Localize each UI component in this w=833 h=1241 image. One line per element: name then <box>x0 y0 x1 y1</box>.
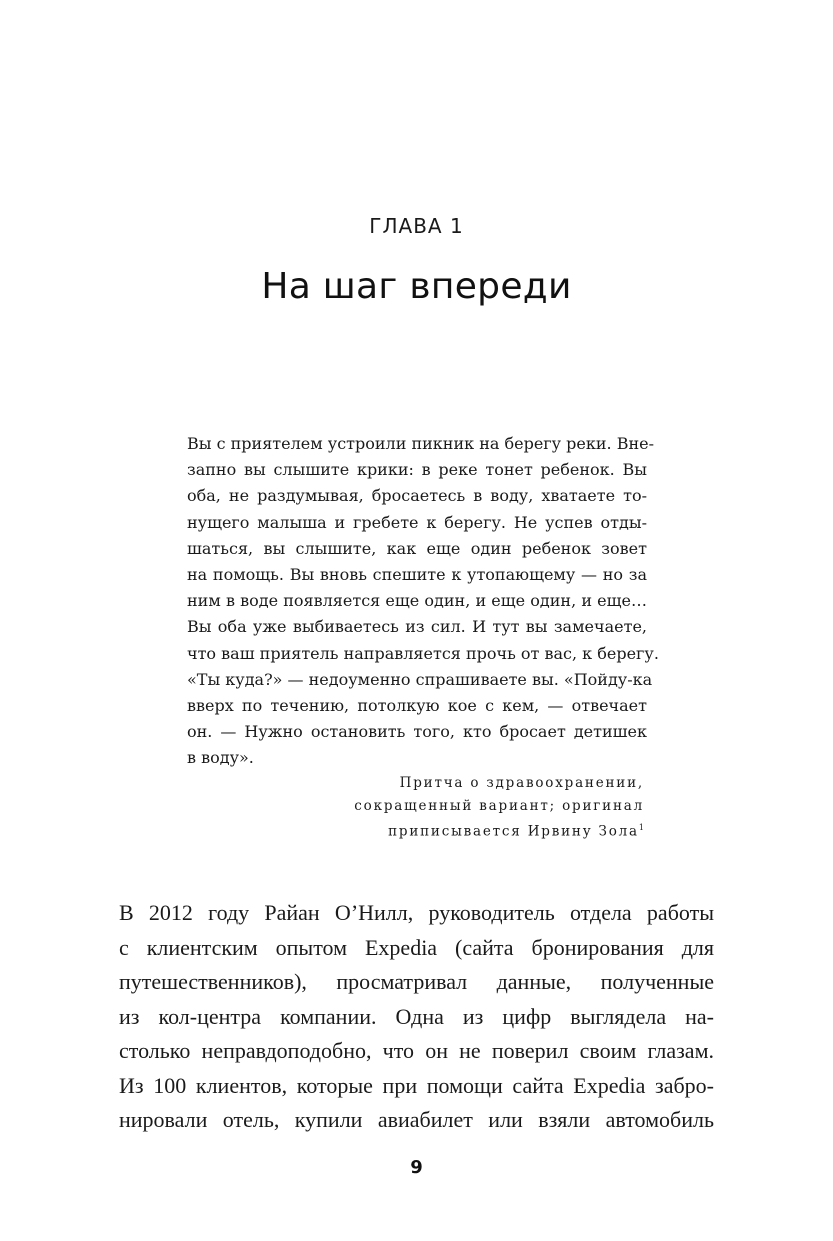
chapter-title: На шаг впереди <box>261 266 572 307</box>
epigraph-line: оба, не раздумывая, бросаетесь в воду, хватаете то- <box>187 486 647 506</box>
epigraph-line: «Ты куда?» — недоуменно спрашиваете вы. «Пойду-ка <box>187 669 653 689</box>
attribution-line-text: приписывается Ирвину Зола <box>388 823 639 840</box>
body-line: путешественников), просматривал данные, полученные <box>119 969 714 994</box>
epigraph-line: ним в воде появляется еще один, и еще один, и еще… <box>187 591 647 611</box>
epigraph-line: Вы оба уже выбиваетесь из сил. И тут вы замечаете, <box>187 617 647 637</box>
body-line: В 2012 году Райан О’Нилл, руководитель отдела работы <box>119 900 714 925</box>
chapter-label: ГЛАВА 1 <box>369 214 464 238</box>
body-line: нировали отель, купили авиабилет или взяли автомобиль <box>119 1107 714 1132</box>
attribution-line <box>354 817 644 843</box>
body-line: с клиентским опытом Expedia (сайта бронирования для <box>119 934 714 960</box>
attribution-line: Притча о здравоохранении, <box>399 775 644 791</box>
epigraph-line: он. — Нужно остановить того, кто бросает детишек <box>187 722 647 742</box>
epigraph-line: нущего малыша и гребете к берегу. Не успев отды- <box>187 512 647 532</box>
epigraph-line: запно вы слышите крики: в реке тонет ребенок. Вы <box>187 460 647 480</box>
attribution-line: сокращенный вариант; оригинал <box>354 797 644 814</box>
footnote-marker[interactable]: 1 <box>638 823 644 832</box>
body-line: Из 100 клиентов, которые при помощи сайта Expedia забро- <box>119 1072 714 1098</box>
epigraph-line: шаться, вы слышите, как еще один ребенок зовет <box>187 538 647 558</box>
epigraph-line: Вы с приятелем устроили пикник на берегу реки. Вне- <box>187 434 655 453</box>
body-paragraph <box>119 896 714 1138</box>
epigraph-line: вверх по течению, потолкую кое с кем, — отвечает <box>187 696 647 716</box>
epigraph-line: на помощь. Вы вновь спешите к утопающему — но за <box>187 565 647 585</box>
epigraph-line: что ваш приятель направляется прочь от вас, к берегу. <box>187 643 659 663</box>
epigraph <box>187 431 659 772</box>
body-line: из кол-центра компании. Одна из цифр выглядела на- <box>119 1003 714 1029</box>
epigraph-attribution <box>354 772 644 843</box>
page-number: 9 <box>410 1157 423 1178</box>
body-line: столько неправдоподобно, что он не поверил своим глазам. <box>119 1038 714 1063</box>
epigraph-line: в воду». <box>187 748 254 768</box>
